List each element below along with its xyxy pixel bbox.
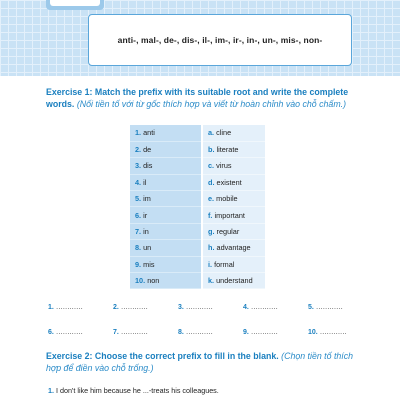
table-row — [130, 240, 265, 256]
answer-number: 8. — [178, 329, 184, 336]
root-cell — [202, 125, 265, 141]
exercise2-title: Exercise 2: Choose the correct prefix to fill in the blank. — [46, 351, 279, 361]
root-cell — [202, 240, 265, 256]
root-letter: c. — [208, 161, 215, 171]
prefix-number: 5. — [135, 194, 142, 204]
prefix-word: un — [143, 243, 152, 253]
table-row — [130, 125, 265, 141]
prefix-number: 3. — [135, 161, 142, 171]
root-cell — [202, 223, 265, 239]
root-letter: d. — [208, 177, 215, 187]
prefix-number: 8. — [135, 243, 142, 253]
root-letter: f. — [208, 210, 213, 220]
answer-dots: ............ — [248, 304, 279, 311]
prefix-cell — [130, 240, 202, 256]
root-word: important — [214, 210, 245, 220]
answer-blank[interactable] — [178, 304, 238, 311]
exercise1-heading — [46, 86, 366, 110]
answer-dots: ............ — [53, 304, 84, 311]
root-letter: i. — [208, 259, 213, 269]
prefix-cell — [130, 125, 202, 141]
table-row — [130, 223, 265, 239]
table-row — [130, 273, 265, 289]
answers-row-2 — [48, 329, 368, 336]
prefix-word: anti — [143, 128, 155, 138]
root-cell — [202, 174, 265, 190]
answer-dots: ............ — [248, 329, 279, 336]
prefix-word: in — [143, 227, 149, 237]
prefix-number: 1. — [135, 128, 142, 138]
root-word: formal — [214, 259, 235, 269]
root-letter: h. — [208, 243, 215, 253]
prefix-number: 2. — [135, 145, 142, 155]
root-letter: g. — [208, 227, 215, 237]
question-text: I don't like him because he ...-treats his colleagues. — [54, 386, 219, 395]
root-cell — [202, 207, 265, 223]
answer-blank[interactable] — [113, 304, 173, 311]
prefix-word: ir — [143, 210, 148, 220]
root-letter: e. — [208, 194, 215, 204]
question-number: 1. — [48, 386, 54, 395]
prefix-word: de — [143, 145, 152, 155]
prefix-list: anti-, mal-, de-, dis-, il-, im-, ir-, in-, un-, mis-, non- — [117, 35, 323, 45]
table-row — [130, 141, 265, 157]
answer-blank[interactable] — [308, 304, 368, 311]
root-word: understand — [216, 276, 253, 286]
root-cell — [202, 273, 265, 289]
root-cell — [202, 141, 265, 157]
prefix-number: 9. — [135, 259, 142, 269]
answer-number: 10. — [308, 329, 318, 336]
prefix-cell — [130, 223, 202, 239]
root-word: advantage — [216, 243, 251, 253]
answer-blank[interactable] — [243, 329, 303, 336]
answer-dots: ............ — [53, 329, 84, 336]
answer-number: 1. — [48, 304, 54, 311]
answer-dots: ............ — [183, 329, 214, 336]
answer-dots: ............ — [313, 304, 344, 311]
root-word: literate — [216, 145, 239, 155]
root-letter: k. — [208, 276, 215, 286]
answer-blank[interactable] — [308, 329, 368, 336]
root-letter: b. — [208, 145, 215, 155]
match-table — [130, 125, 265, 289]
prefix-cell — [130, 174, 202, 190]
prefix-cell — [130, 158, 202, 174]
answer-blank[interactable] — [48, 329, 108, 336]
root-word: virus — [216, 161, 232, 171]
prefix-word: im — [143, 194, 151, 204]
prefix-number: 7. — [135, 227, 142, 237]
prefix-word: non — [147, 276, 160, 286]
exercise1-note: (Nối tiền tố với từ gốc thích hợp và viết từ hoàn chỉnh vào chỗ chấm.) — [76, 99, 347, 109]
table-row — [130, 207, 265, 223]
root-cell — [202, 158, 265, 174]
table-row — [130, 158, 265, 174]
answer-dots: ............ — [183, 304, 214, 311]
prefix-number: 10. — [135, 276, 146, 286]
table-row — [130, 256, 265, 272]
table-row — [130, 191, 265, 207]
exercise2-heading — [46, 350, 366, 374]
answer-dots: ............ — [118, 329, 149, 336]
prefix-number: 6. — [135, 210, 142, 220]
prefix-cell — [130, 273, 202, 289]
answer-blank[interactable] — [48, 304, 108, 311]
prefix-number: 4. — [135, 177, 142, 187]
answer-number: 2. — [113, 304, 119, 311]
answer-number: 5. — [308, 304, 314, 311]
answer-blank[interactable] — [178, 329, 238, 336]
prefix-word: dis — [143, 161, 153, 171]
exercise2-note: (Chọn tiền tố thích hợp để điền vào chỗ trống.) — [46, 351, 354, 373]
root-word: mobile — [216, 194, 238, 204]
answer-number: 9. — [243, 329, 249, 336]
prefix-cell — [130, 141, 202, 157]
answer-blank[interactable] — [243, 304, 303, 311]
answer-dots: ............ — [317, 329, 347, 336]
answer-number: 4. — [243, 304, 249, 311]
answer-dots: ............ — [118, 304, 149, 311]
answer-number: 3. — [178, 304, 184, 311]
root-word: existent — [216, 177, 242, 187]
answer-number: 7. — [113, 329, 119, 336]
prefix-list-box — [88, 14, 352, 66]
prefix-word: il — [143, 177, 147, 187]
prefix-cell — [130, 256, 202, 272]
header-banner — [0, 0, 400, 76]
exercise1-title: Exercise 1: Match the prefix with its suitable root and write the complete words. — [46, 87, 349, 109]
root-word: cline — [216, 128, 232, 138]
root-cell — [202, 256, 265, 272]
root-word: regular — [216, 227, 240, 237]
answers-row-1 — [48, 304, 368, 311]
root-cell — [202, 191, 265, 207]
root-letter: a. — [208, 128, 215, 138]
table-row — [130, 174, 265, 190]
prefix-word: mis — [143, 259, 155, 269]
prefix-cell — [130, 207, 202, 223]
tab-decoration — [46, 0, 104, 10]
exercise2-question-1 — [48, 386, 219, 395]
prefix-cell — [130, 191, 202, 207]
answer-blank[interactable] — [113, 329, 173, 336]
answer-number: 6. — [48, 329, 54, 336]
